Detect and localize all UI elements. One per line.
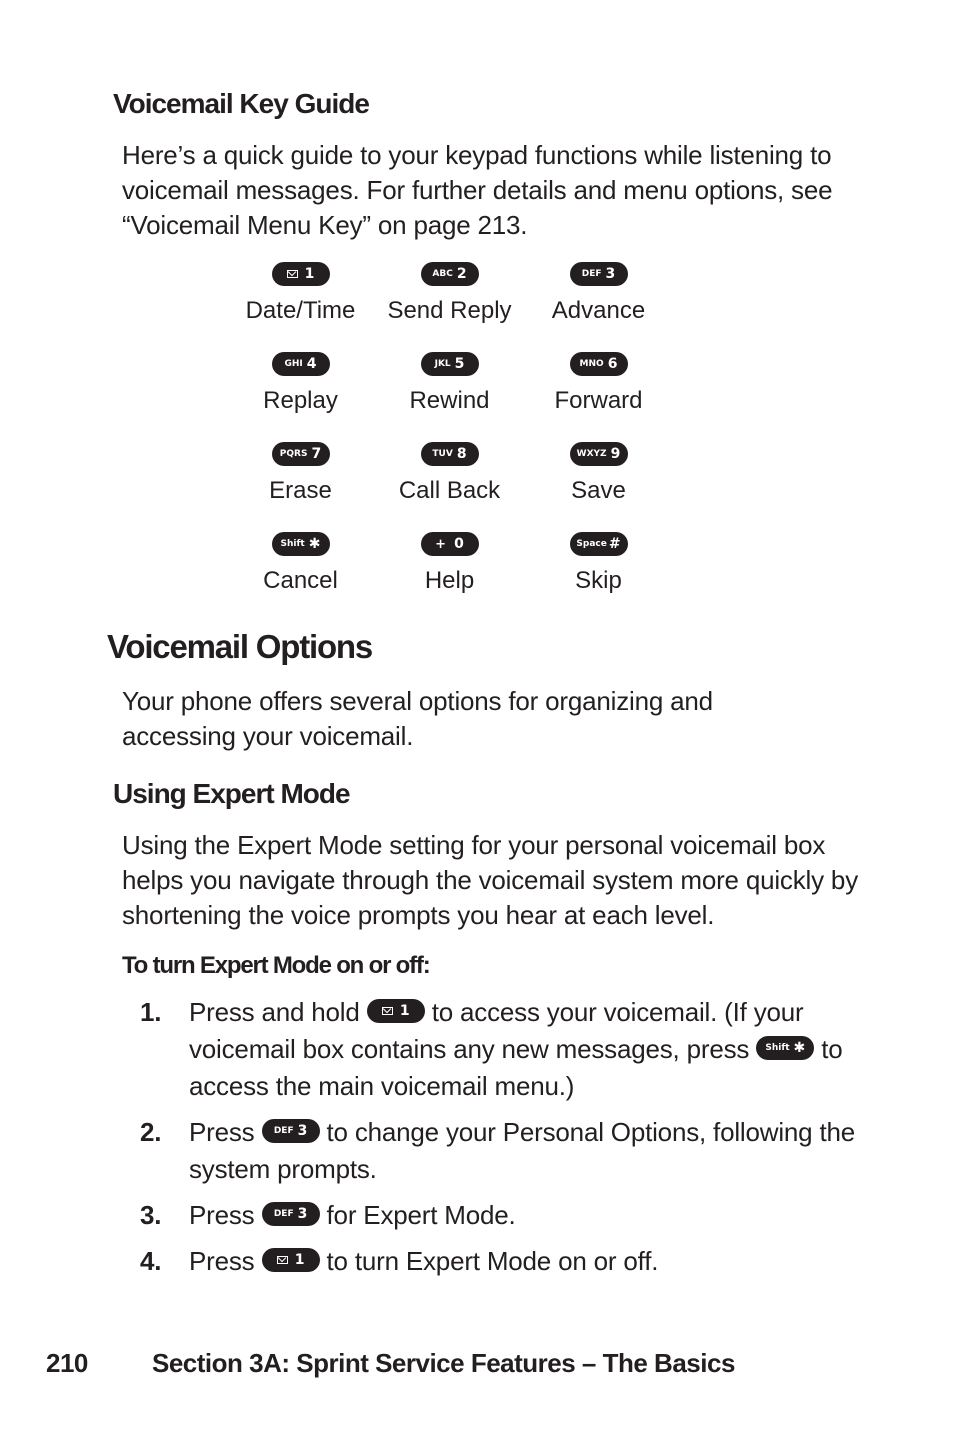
- envelope-icon: [287, 270, 298, 278]
- key-guide-item-3: [524, 265, 673, 355]
- key-label: Send Reply: [387, 297, 512, 324]
- voicemail-options-intro: Your phone offers several options for organizing and accessing your voicemail.: [122, 686, 713, 751]
- key-9-badge: WXYZ 9: [570, 442, 628, 466]
- key-guide-item-5: [375, 355, 524, 445]
- key-hash-badge: Space #: [570, 532, 628, 556]
- step-item-4: 4. Press 1 to turn Expert Mode on or off.: [140, 1246, 659, 1276]
- keypad-function-grid: [226, 265, 674, 625]
- key-8-badge: TUV 8: [421, 442, 479, 466]
- key-label: Forward: [554, 387, 643, 414]
- key-guide-intro: Here’s a quick guide to your keypad functions while listening to voicemail messages. For further details and menu options, see “Voicemail Menu Key” on page 213.: [122, 140, 833, 240]
- star-icon: ✱: [308, 536, 321, 552]
- using-expert-mode-heading: Using Expert Mode: [113, 778, 350, 809]
- key-guide-item-7: [226, 445, 375, 535]
- expert-mode-body: Using the Expert Mode setting for your personal voicemail box helps you navigate through the voicemail system more quickly by shortening the voice prompts you hear at each level.: [122, 830, 858, 930]
- key-label: Help: [424, 567, 475, 594]
- key-label: Save: [571, 477, 626, 504]
- key-label: Cancel: [263, 567, 338, 594]
- key-shift-badge: Shift ✱: [756, 1036, 814, 1060]
- section-title: Section 3A: Sprint Service Features – The Basics: [152, 1348, 735, 1378]
- key-3-badge: DEF 3: [262, 1202, 320, 1226]
- key-1-badge: 1: [367, 999, 425, 1023]
- key-label: Erase: [269, 477, 332, 504]
- key-label: Rewind: [409, 387, 490, 414]
- key-label: Replay: [263, 387, 338, 414]
- voicemail-options-heading: Voicemail Options: [107, 628, 373, 665]
- key-2-badge: ABC 2: [421, 262, 479, 286]
- key-6-badge: MNO 6: [570, 352, 628, 376]
- step-item-3: 3. Press DEF 3 for Expert Mode.: [140, 1200, 516, 1230]
- key-label: Skip: [575, 567, 622, 594]
- step-item-1: 1. Press and hold 1 to access your voicemail. (If your voicemail box contains any new messages, press Shift ✱ to access the main voicemail menu.): [140, 997, 843, 1101]
- key-guide-item-6: [524, 355, 673, 445]
- key-guide-item-0: [375, 535, 524, 625]
- key-guide-item-8: [375, 445, 524, 535]
- voicemail-key-guide-heading: Voicemail Key Guide: [113, 88, 369, 119]
- key-guide-item-1: [226, 265, 375, 355]
- key-3-badge: DEF 3: [262, 1119, 320, 1143]
- key-7-badge: PQRS 7: [272, 442, 330, 466]
- key-1-badge: 1: [272, 262, 330, 286]
- key-star-badge: Shift ✱: [272, 532, 330, 556]
- key-1-badge: 1: [262, 1248, 320, 1272]
- page-number: 210: [46, 1348, 88, 1378]
- key-3-badge: DEF 3: [570, 262, 628, 286]
- envelope-icon: [382, 1007, 393, 1015]
- key-guide-item-hash: [524, 535, 673, 625]
- star-icon: ✱: [793, 1039, 806, 1056]
- key-label: Call Back: [398, 477, 501, 504]
- key-4-badge: GHI 4: [272, 352, 330, 376]
- key-5-badge: JKL 5: [421, 352, 479, 376]
- key-guide-item-9: [524, 445, 673, 535]
- key-label: Date/Time: [245, 297, 356, 324]
- envelope-icon: [277, 1256, 288, 1264]
- key-guide-item-4: [226, 355, 375, 445]
- hash-icon: #: [608, 536, 621, 552]
- key-guide-item-star: [226, 535, 375, 625]
- step-item-2: 2. Press DEF 3 to change your Personal Options, following the system prompts.: [140, 1117, 855, 1184]
- key-0-badge: + 0: [421, 532, 479, 556]
- key-guide-item-2: [375, 265, 524, 355]
- key-label: Advance: [551, 297, 646, 324]
- expert-mode-steps: [140, 994, 870, 1289]
- procedure-title: To turn Expert Mode on or off:: [122, 952, 430, 979]
